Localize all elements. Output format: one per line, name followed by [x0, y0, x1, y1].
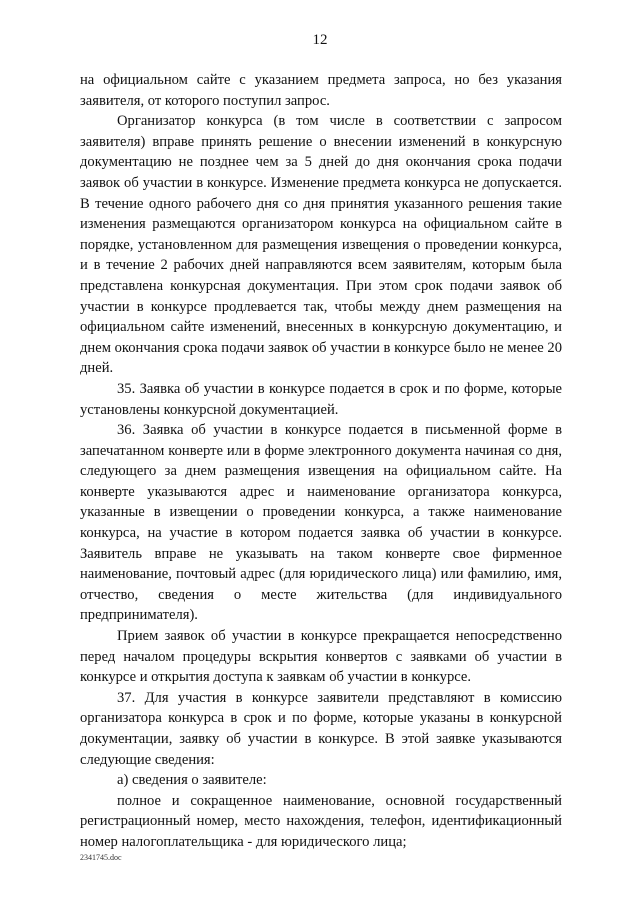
document-body	[80, 70, 562, 853]
page-number: 12	[312, 32, 328, 48]
paragraph-application-closing: Прием заявок об участии в конкурсе прекращается непосредственно перед началом процедуры вскрытия конвертов с заявками об участии в конкурсе и открытия доступа к заявкам об участии в конкурсе.	[80, 628, 562, 686]
paragraph-organizer-changes: Организатор конкурса (в том числе в соответствии с запросом заявителя) вправе принять решение о внесении изменений в конкурсную документацию не позднее чем за 5 дней до дня окончания срока подачи заявок об участии в конкурсе. Изменение предмета конкурса не допускается. В течение одного рабочего дня со дня принятия указанного решения такие изменения размещаются организатором конкурса на официальном сайте в порядке, установленном для размещения извещения о проведении конкурса, и в течение 2 рабочих дней направляются всем заявителям, которым была представлена конкурсная документация. При этом срок подачи заявок об участии в конкурсе продлевается так, чтобы между днем размещения на официальном сайте изменений, внесенных в конкурсную документацию, и днем окончания срока подачи заявок об участии в конкурсе было не менее 20 дней.	[80, 113, 562, 377]
paragraph-36: 36. Заявка об участии в конкурсе подается в письменной форме в запечатанном конверте или в форме электронного документа начиная со дня, следующего за днем размещения извещения на официальном сайте. На конверте указываются адрес и наименование организатора конкурса, указанные в извещении о проведении конкурса, а также наименование конкурса, на участие в котором подается заявка об участии в конкурсе. Заявитель вправе не указывать на таком конверте свое фирменное наименование, почтовый адрес (для юридического лица) или фамилию, имя, отчество, сведения о месте жительства (для индивидуального предпринимателя).	[80, 422, 562, 624]
paragraph-continuation: на официальном сайте с указанием предмета запроса, но без указания заявителя, от которого поступил запрос.	[80, 72, 562, 109]
paragraph-legal-entity-details: полное и сокращенное наименование, основной государственный регистрационный номер, место нахождения, телефон, идентификационный номер налогоплательщика - для юридического лица;	[80, 792, 562, 850]
paragraph-35: 35. Заявка об участии в конкурсе подается в срок и по форме, которые установлены конкурсной документацией.	[80, 380, 562, 418]
paragraph-item-a: а) сведения о заявителе:	[117, 772, 267, 789]
footer-filename: 2341745.doc	[80, 853, 122, 862]
paragraph-37: 37. Для участия в конкурсе заявители представляют в комиссию организатора конкурса в срок и по форме, которые указаны в конкурсной документации, заявку об участии в конкурсе. В этой заявке указываются следующие сведения:	[80, 689, 562, 768]
